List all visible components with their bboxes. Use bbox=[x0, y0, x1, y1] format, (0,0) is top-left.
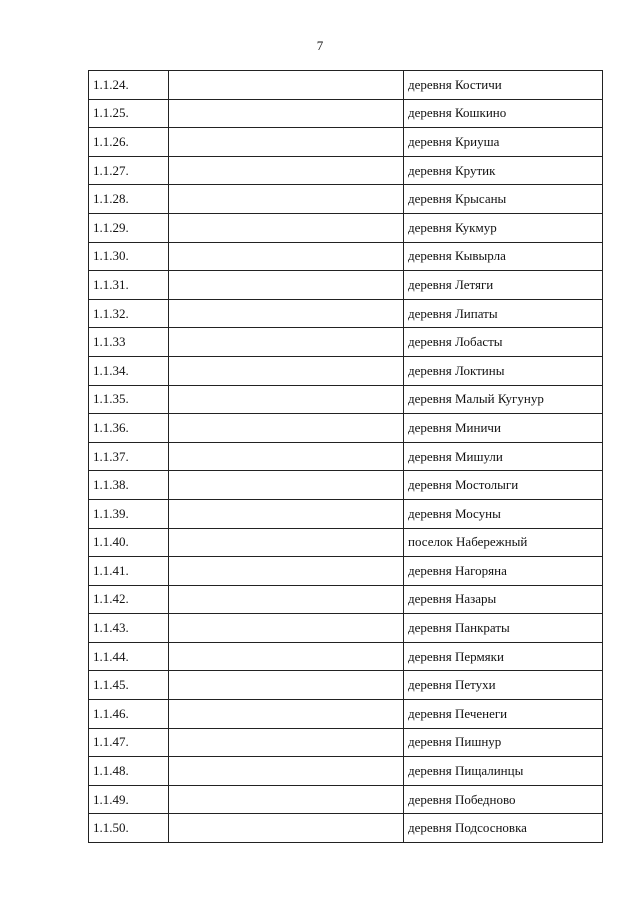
table-row bbox=[89, 585, 603, 614]
row-number-cell: 1.1.47. bbox=[89, 728, 169, 757]
row-number-cell: 1.1.28. bbox=[89, 185, 169, 214]
empty-cell bbox=[169, 242, 404, 271]
row-number-cell: 1.1.48. bbox=[89, 757, 169, 786]
row-number-cell: 1.1.30. bbox=[89, 242, 169, 271]
settlement-name-cell: деревня Костичи bbox=[404, 71, 603, 100]
settlement-name-cell: деревня Подсосновка bbox=[404, 814, 603, 843]
table-row bbox=[89, 328, 603, 357]
empty-cell bbox=[169, 156, 404, 185]
settlement-name-cell: деревня Пищалинцы bbox=[404, 757, 603, 786]
table-row bbox=[89, 671, 603, 700]
settlement-name-cell: деревня Мишули bbox=[404, 442, 603, 471]
table-row bbox=[89, 71, 603, 100]
empty-cell bbox=[169, 499, 404, 528]
settlement-name-cell: деревня Крысаны bbox=[404, 185, 603, 214]
settlement-name-cell: деревня Печенеги bbox=[404, 700, 603, 729]
row-number-cell: 1.1.41. bbox=[89, 557, 169, 586]
table-row bbox=[89, 156, 603, 185]
settlement-name-cell: деревня Пишнур bbox=[404, 728, 603, 757]
table-row bbox=[89, 814, 603, 843]
settlement-name-cell: деревня Кывырла bbox=[404, 242, 603, 271]
table-row bbox=[89, 356, 603, 385]
table-row bbox=[89, 242, 603, 271]
settlement-name-cell: деревня Крутик bbox=[404, 156, 603, 185]
table-row bbox=[89, 442, 603, 471]
table-row bbox=[89, 642, 603, 671]
settlement-name-cell: деревня Нагоряна bbox=[404, 557, 603, 586]
row-number-cell: 1.1.31. bbox=[89, 271, 169, 300]
settlement-name-cell: деревня Петухи bbox=[404, 671, 603, 700]
table-row bbox=[89, 757, 603, 786]
row-number-cell: 1.1.34. bbox=[89, 356, 169, 385]
empty-cell bbox=[169, 814, 404, 843]
table-row bbox=[89, 785, 603, 814]
settlement-name-cell: деревня Миничи bbox=[404, 414, 603, 443]
row-number-cell: 1.1.42. bbox=[89, 585, 169, 614]
table-row bbox=[89, 185, 603, 214]
table-row bbox=[89, 557, 603, 586]
empty-cell bbox=[169, 728, 404, 757]
empty-cell bbox=[169, 185, 404, 214]
empty-cell bbox=[169, 442, 404, 471]
table-row bbox=[89, 385, 603, 414]
row-number-cell: 1.1.33 bbox=[89, 328, 169, 357]
row-number-cell: 1.1.44. bbox=[89, 642, 169, 671]
settlement-name-cell: деревня Мостолыги bbox=[404, 471, 603, 500]
empty-cell bbox=[169, 385, 404, 414]
empty-cell bbox=[169, 128, 404, 157]
empty-cell bbox=[169, 642, 404, 671]
empty-cell bbox=[169, 471, 404, 500]
empty-cell bbox=[169, 614, 404, 643]
empty-cell bbox=[169, 271, 404, 300]
settlement-name-cell: деревня Летяги bbox=[404, 271, 603, 300]
empty-cell bbox=[169, 414, 404, 443]
empty-cell bbox=[169, 71, 404, 100]
row-number-cell: 1.1.45. bbox=[89, 671, 169, 700]
page-number: 7 bbox=[316, 38, 324, 53]
settlement-name-cell: деревня Победново bbox=[404, 785, 603, 814]
row-number-cell: 1.1.37. bbox=[89, 442, 169, 471]
empty-cell bbox=[169, 671, 404, 700]
row-number-cell: 1.1.36. bbox=[89, 414, 169, 443]
row-number-cell: 1.1.27. bbox=[89, 156, 169, 185]
row-number-cell: 1.1.43. bbox=[89, 614, 169, 643]
table-row bbox=[89, 528, 603, 557]
settlement-name-cell: деревня Малый Кугунур bbox=[404, 385, 603, 414]
table-row bbox=[89, 728, 603, 757]
settlement-name-cell: деревня Кошкино bbox=[404, 99, 603, 128]
settlement-name-cell: деревня Назары bbox=[404, 585, 603, 614]
empty-cell bbox=[169, 757, 404, 786]
row-number-cell: 1.1.32. bbox=[89, 299, 169, 328]
table-row bbox=[89, 99, 603, 128]
row-number-cell: 1.1.50. bbox=[89, 814, 169, 843]
row-number-cell: 1.1.26. bbox=[89, 128, 169, 157]
row-number-cell: 1.1.24. bbox=[89, 71, 169, 100]
settlement-name-cell: деревня Лобасты bbox=[404, 328, 603, 357]
table-row bbox=[89, 614, 603, 643]
settlement-name-cell: деревня Криуша bbox=[404, 128, 603, 157]
settlement-name-cell: деревня Панкраты bbox=[404, 614, 603, 643]
settlements-table-body bbox=[89, 71, 603, 843]
row-number-cell: 1.1.49. bbox=[89, 785, 169, 814]
row-number-cell: 1.1.40. bbox=[89, 528, 169, 557]
empty-cell bbox=[169, 213, 404, 242]
table-row bbox=[89, 471, 603, 500]
table-row bbox=[89, 128, 603, 157]
row-number-cell: 1.1.25. bbox=[89, 99, 169, 128]
empty-cell bbox=[169, 785, 404, 814]
empty-cell bbox=[169, 99, 404, 128]
row-number-cell: 1.1.29. bbox=[89, 213, 169, 242]
empty-cell bbox=[169, 299, 404, 328]
settlement-name-cell: поселок Набережный bbox=[404, 528, 603, 557]
row-number-cell: 1.1.35. bbox=[89, 385, 169, 414]
settlement-name-cell: деревня Локтины bbox=[404, 356, 603, 385]
settlement-name-cell: деревня Липаты bbox=[404, 299, 603, 328]
empty-cell bbox=[169, 585, 404, 614]
empty-cell bbox=[169, 557, 404, 586]
empty-cell bbox=[169, 356, 404, 385]
row-number-cell: 1.1.38. bbox=[89, 471, 169, 500]
table-row bbox=[89, 299, 603, 328]
empty-cell bbox=[169, 528, 404, 557]
empty-cell bbox=[169, 328, 404, 357]
settlement-name-cell: деревня Пермяки bbox=[404, 642, 603, 671]
empty-cell bbox=[169, 700, 404, 729]
settlement-name-cell: деревня Кукмур bbox=[404, 213, 603, 242]
table-row bbox=[89, 213, 603, 242]
table-row bbox=[89, 700, 603, 729]
table-row bbox=[89, 414, 603, 443]
table-row bbox=[89, 499, 603, 528]
row-number-cell: 1.1.46. bbox=[89, 700, 169, 729]
settlements-table bbox=[88, 70, 603, 843]
table-row bbox=[89, 271, 603, 300]
settlement-name-cell: деревня Мосуны bbox=[404, 499, 603, 528]
row-number-cell: 1.1.39. bbox=[89, 499, 169, 528]
